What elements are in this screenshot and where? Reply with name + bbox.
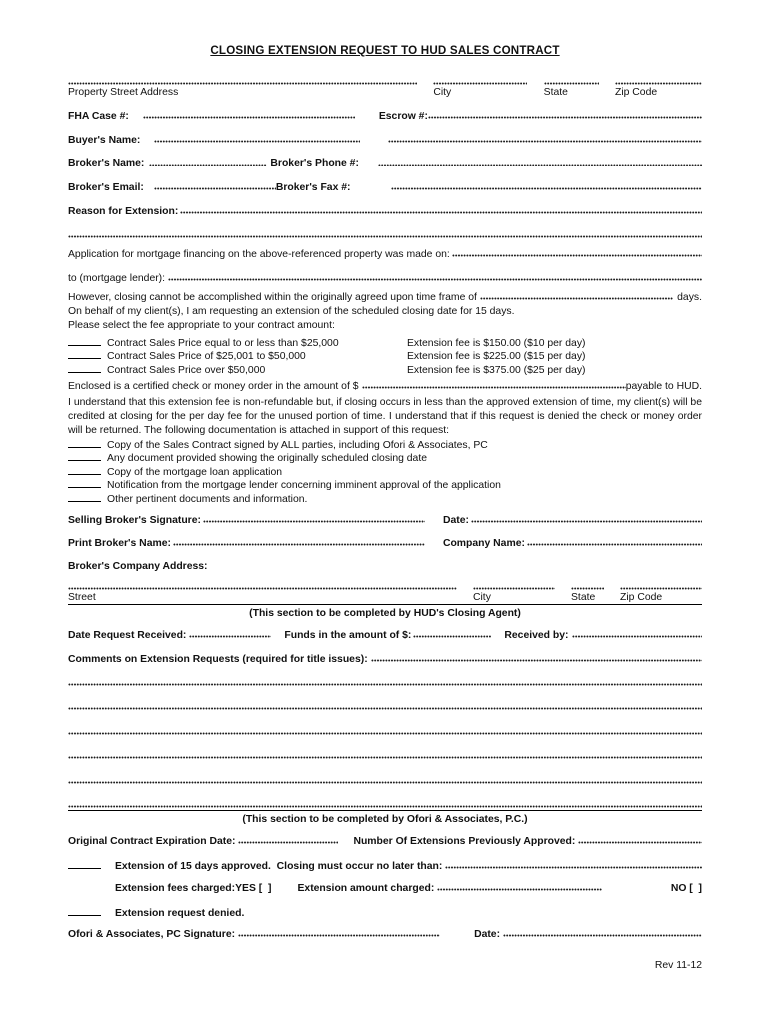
- comments-field[interactable]: [371, 653, 702, 662]
- print-name-field[interactable]: [173, 537, 425, 546]
- hud-section-divider: [68, 604, 702, 605]
- lender-row: [68, 272, 702, 286]
- broker-name-field[interactable]: [149, 157, 267, 166]
- ofori-signature-label: Ofori & Associates, PC Signature:: [68, 928, 236, 940]
- date-label: Date:: [442, 514, 469, 526]
- broker-street-field[interactable]: [68, 581, 457, 590]
- company-address-row: [68, 560, 702, 574]
- selling-signature-label: Selling Broker's Signature:: [68, 514, 201, 526]
- application-date-field[interactable]: [452, 248, 702, 257]
- broker-city-segment: [473, 581, 555, 604]
- broker-state-field[interactable]: [571, 581, 604, 590]
- print-name-row: [68, 537, 702, 551]
- attachment-4-checkline[interactable]: [68, 478, 101, 488]
- attachment-3-checkline[interactable]: [68, 465, 101, 475]
- escrow-field[interactable]: [428, 110, 702, 119]
- application-date-row: [68, 248, 702, 262]
- behalf-text: On behalf of my client(s), I am requesting an extension of the scheduled closing date for 15 days.: [68, 305, 515, 317]
- ofori-signature-row: [68, 928, 702, 942]
- broker-name-row: [68, 157, 702, 171]
- received-by-label: Received by:: [504, 629, 569, 641]
- reason-label: Reason for Extension:: [68, 205, 179, 217]
- date-received-label: Date Request Received:: [68, 629, 187, 641]
- original-expiration-label: Original Contract Expiration Date:: [68, 836, 236, 848]
- ofori-section-divider: [68, 810, 702, 811]
- reason-field-2[interactable]: [68, 229, 702, 238]
- property-zip-field[interactable]: [615, 76, 702, 85]
- broker-fax-field[interactable]: [391, 181, 703, 190]
- fee-option-3-checkline[interactable]: [68, 363, 101, 373]
- selling-signature-row: [68, 514, 702, 528]
- approved-checkline[interactable]: [68, 859, 101, 869]
- approved-date-field[interactable]: [445, 860, 702, 869]
- fha-case-field[interactable]: [143, 110, 355, 119]
- attachment-3-text: Copy of the mortgage loan application: [107, 466, 283, 478]
- property-city-field[interactable]: [433, 76, 527, 85]
- comments-line-row: [68, 701, 702, 710]
- comments-line-row: [68, 726, 702, 735]
- attachment-1-text: Copy of the Sales Contract signed by ALL parties, including Ofori & Associates, PC: [107, 439, 488, 451]
- enclosed-row: [68, 380, 702, 394]
- buyer-name-field-2[interactable]: [388, 134, 702, 143]
- attachment-1-checkline[interactable]: [68, 438, 101, 448]
- fees-charged-row: [68, 882, 702, 896]
- understand-paragraph: I understand that this extension fee is non-refundable but, if closing occurs in less than the approved extension of time, my client(s) will be credited at closing for the per day fee for the unused portion of time. I understand that if this request is denied the check or money order will be returned. The following documentation is attached in support of this request:: [68, 397, 702, 436]
- attachment-row: [68, 478, 702, 492]
- denied-text: Extension request denied.: [115, 907, 245, 919]
- denied-row: [68, 906, 702, 920]
- funds-field[interactable]: [413, 629, 491, 638]
- reason-continuation-row: [68, 229, 702, 238]
- however-text: However, closing cannot be accomplished within the originally agreed upon time frame of: [68, 291, 477, 303]
- broker-zip-label: Zip Code: [620, 591, 663, 603]
- broker-email-label: Broker's Email:: [68, 182, 144, 194]
- fee-option-2-text: Contract Sales Price of $25,001 to $50,000: [107, 351, 306, 363]
- property-zip-segment: [615, 76, 702, 99]
- fees-charged-no-label[interactable]: NO [ ]: [670, 883, 702, 895]
- broker-zip-segment: [620, 581, 702, 604]
- print-name-label: Print Broker's Name:: [68, 537, 171, 549]
- comments-field-5[interactable]: [68, 750, 702, 759]
- fee-option-3-fee: Extension fee is $375.00 ($25 per day): [407, 364, 586, 376]
- select-fee-row: [68, 319, 702, 333]
- application-text: Application for mortgage financing on the above-referenced property was made on:: [68, 248, 450, 260]
- broker-street-segment: [68, 581, 457, 604]
- attachment-row: [68, 451, 702, 465]
- property-street-segment: [68, 76, 417, 99]
- broker-email-field[interactable]: [154, 181, 276, 190]
- property-state-label: State: [543, 87, 568, 98]
- comments-field-4[interactable]: [68, 726, 702, 735]
- page-title: CLOSING EXTENSION REQUEST TO HUD SALES CONTRACT: [210, 44, 560, 57]
- broker-city-label: City: [473, 591, 491, 603]
- amount-charged-label: Extension amount charged:: [297, 883, 435, 895]
- buyer-name-row: [68, 134, 702, 148]
- fha-case-label: FHA Case #:: [68, 111, 129, 122]
- comments-field-7[interactable]: [68, 799, 702, 808]
- select-fee-text: Please select the fee appropriate to your contract amount:: [68, 319, 335, 331]
- fee-option-1-fee: Extension fee is $150.00 ($10 per day): [407, 337, 586, 349]
- lender-label: to (mortgage lender):: [68, 272, 166, 284]
- comments-line-row: [68, 677, 702, 686]
- timeframe-row: [68, 291, 702, 305]
- property-street-address-label: Property Street Address: [68, 87, 179, 98]
- fee-option-3-text: Contract Sales Price over $50,000: [107, 364, 266, 376]
- comments-line-row: [68, 799, 702, 808]
- reason-field[interactable]: [180, 205, 702, 214]
- company-name-field[interactable]: [527, 537, 702, 546]
- date-received-field[interactable]: [189, 629, 271, 638]
- comments-label: Comments on Extension Requests (required for title issues):: [68, 653, 368, 665]
- buyer-name-label: Buyer's Name:: [68, 134, 141, 146]
- comments-field-6[interactable]: [68, 775, 702, 784]
- fees-charged-yes-label[interactable]: Extension fees charged:YES [ ]: [115, 883, 272, 895]
- property-state-segment: [544, 76, 599, 99]
- revision-footer: Rev 11-12: [654, 959, 702, 971]
- attachment-row: [68, 465, 702, 479]
- fee-option-row: [68, 336, 702, 350]
- attachment-row: [68, 438, 702, 452]
- property-address-row: [68, 76, 702, 99]
- property-city-segment: [433, 76, 527, 99]
- broker-zip-field[interactable]: [620, 581, 702, 590]
- approved-text: Extension of 15 days approved. Closing must occur no later than:: [115, 860, 443, 872]
- timeframe-days-field[interactable]: [480, 291, 673, 300]
- fee-option-2-fee: Extension fee is $225.00 ($15 per day): [407, 351, 586, 363]
- selling-signature-field[interactable]: [203, 514, 425, 523]
- days-suffix: days.: [677, 291, 702, 303]
- funds-label: Funds in the amount of $:: [284, 629, 412, 641]
- property-city-label: City: [433, 87, 452, 98]
- fee-option-1-checkline[interactable]: [68, 336, 101, 346]
- attachment-2-checkline[interactable]: [68, 451, 101, 461]
- broker-phone-field[interactable]: [378, 157, 702, 166]
- original-expiration-field[interactable]: [238, 835, 338, 844]
- payable-suffix: payable to HUD.: [625, 381, 702, 393]
- escrow-label: Escrow #:: [378, 111, 428, 122]
- attachment-4-text: Notification from the mortgage lender concerning imminent approval of the application: [107, 480, 501, 492]
- company-address-label: Broker's Company Address:: [68, 560, 208, 572]
- company-name-label: Company Name:: [442, 537, 525, 549]
- behalf-row: [68, 305, 702, 319]
- broker-street-label: Street: [68, 591, 96, 603]
- broker-address-row: [68, 581, 702, 604]
- ofori-date-label: Date:: [474, 928, 501, 940]
- comments-field-3[interactable]: [68, 701, 702, 710]
- broker-state-segment: [571, 581, 604, 604]
- broker-city-field[interactable]: [473, 581, 555, 590]
- lender-field[interactable]: [168, 272, 702, 281]
- broker-phone-label: Broker's Phone #:: [270, 158, 359, 170]
- enclosed-amount-field[interactable]: [362, 380, 626, 389]
- broker-fax-label: Broker's Fax #:: [275, 182, 351, 194]
- broker-email-row: [68, 181, 702, 195]
- comments-field-2[interactable]: [68, 677, 702, 686]
- ofori-section-heading: (This section to be completed by Ofori & Associates, P.C.): [242, 814, 528, 826]
- attachment-2-text: Any document provided showing the originally scheduled closing date: [107, 453, 427, 465]
- broker-state-label: State: [571, 591, 596, 603]
- hud-section-heading: (This section to be completed by HUD's Closing Agent): [249, 607, 521, 619]
- property-state-field[interactable]: [544, 76, 599, 85]
- date-field[interactable]: [471, 514, 702, 523]
- fha-escrow-row: [68, 110, 702, 124]
- fee-option-row: [68, 363, 702, 377]
- approved-row: [68, 859, 702, 873]
- buyer-name-field[interactable]: [154, 134, 360, 143]
- attachment-5-checkline[interactable]: [68, 492, 101, 502]
- reason-row: [68, 205, 702, 219]
- fee-option-1-text: Contract Sales Price equal to or less than $25,000: [107, 337, 339, 349]
- expiration-row: [68, 835, 702, 849]
- num-extensions-field[interactable]: [578, 835, 702, 844]
- property-zip-label: Zip Code: [614, 87, 658, 98]
- fee-option-row: [68, 349, 702, 363]
- received-by-field[interactable]: [572, 629, 703, 638]
- date-received-row: [68, 629, 702, 643]
- ofori-signature-field[interactable]: [238, 928, 440, 937]
- num-extensions-label: Number Of Extensions Previously Approved:: [353, 836, 576, 848]
- enclosed-text: Enclosed is a certified check or money order in the amount of $: [68, 381, 359, 393]
- denied-checkline[interactable]: [68, 906, 101, 916]
- attachment-row: [68, 492, 702, 506]
- broker-name-label: Broker's Name:: [68, 158, 145, 170]
- property-street-address-field[interactable]: [68, 76, 417, 85]
- fee-option-2-checkline[interactable]: [68, 349, 101, 359]
- comments-line-row: [68, 750, 702, 759]
- comments-row: [68, 653, 702, 667]
- amount-charged-field[interactable]: [437, 882, 602, 891]
- ofori-date-field[interactable]: [503, 928, 702, 937]
- comments-line-row: [68, 775, 702, 784]
- attachment-5-text: Other pertinent documents and information.: [107, 494, 308, 506]
